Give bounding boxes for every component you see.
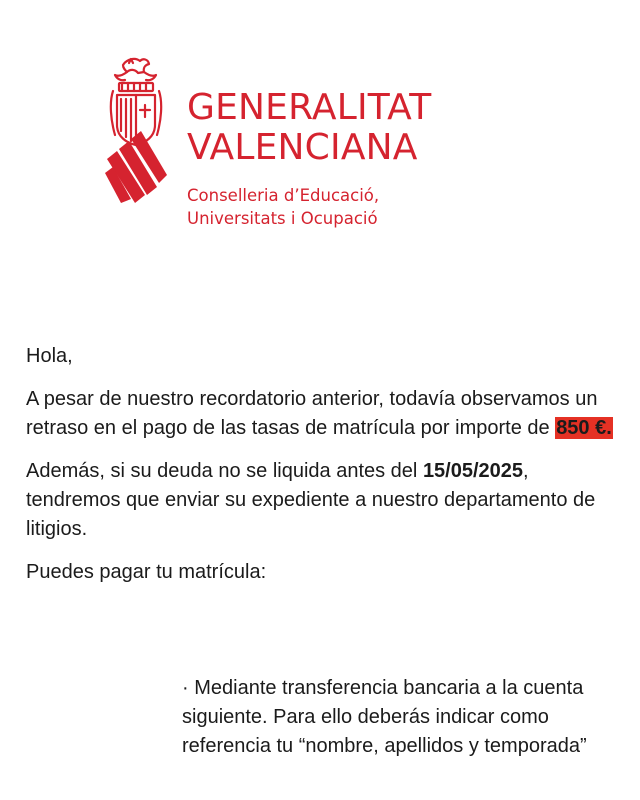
greeting: Hola, (26, 345, 73, 367)
deadline-text-after: , tendremos que enviar su expediente a nuestro departamento de litigios. (26, 460, 596, 540)
payment-method-bullet: · Mediante transferencia bancaria a la cuenta siguiente. Para ello deberás indicar como referencia tu “nombre, apellidos y temporada” (182, 677, 587, 757)
email-body (26, 342, 616, 601)
deadline-text-before: Además, si su deuda no se liquida antes del (26, 460, 418, 482)
dept-line2: Universitats i Ocupació (187, 209, 378, 228)
org-title-line1: GENERALITAT (187, 87, 432, 128)
department-name (187, 184, 379, 230)
reminder-text: A pesar de nuestro recordatorio anterior, todavía observamos un retraso en el pago de las tasas de matrícula por importe de (26, 388, 598, 439)
deadline-date: 15/05/2025 (422, 460, 524, 482)
organization-title (187, 88, 431, 168)
paragraph-reminder (26, 385, 616, 443)
paragraph-payment-intro: Puedes pagar tu matrícula: (26, 561, 267, 583)
generalitat-emblem-icon (105, 55, 167, 203)
email-header (0, 0, 640, 300)
dept-line1: Conselleria d’Educació, (187, 186, 380, 205)
org-title-line2: VALENCIANA (187, 127, 418, 168)
paragraph-deadline (26, 457, 616, 544)
amount-due: 850 €. (556, 417, 612, 439)
